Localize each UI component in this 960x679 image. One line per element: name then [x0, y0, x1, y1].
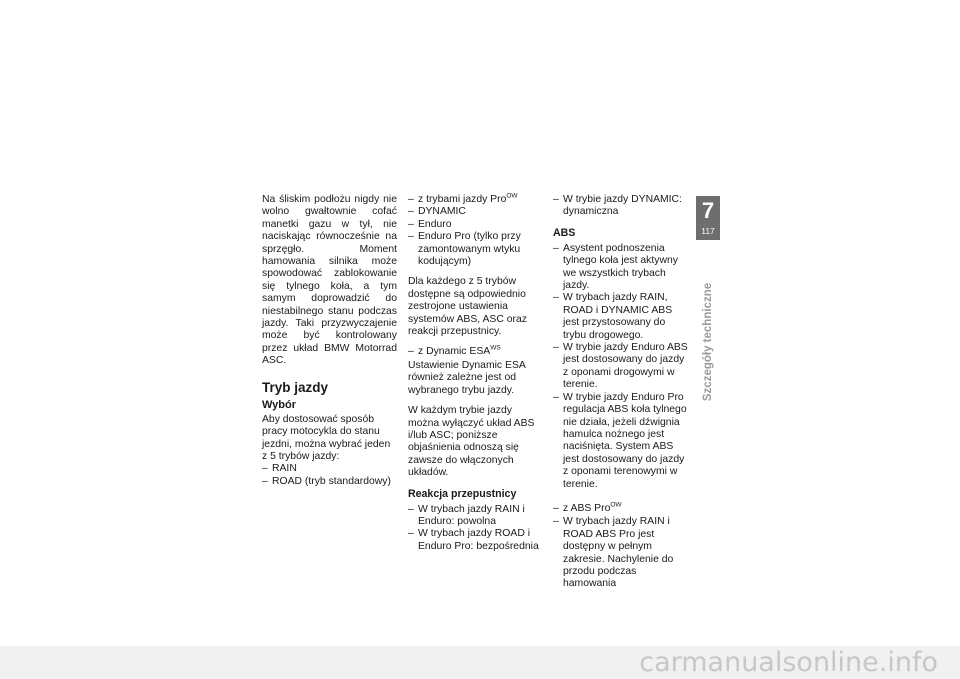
list-item: – W trybach jazdy ROAD i Enduro Pro: bezpośrednia	[408, 528, 544, 553]
option-line: – z ABS Pro$^{OW}$	[553, 501, 622, 514]
throttle-list-continued	[553, 194, 690, 219]
body-paragraph: Ustawienie Dynamic ESA również zależne jest od wybranego trybu jazdy.	[408, 359, 526, 396]
option-code: WS	[490, 345, 501, 352]
intro-paragraph: Na śliskim podłożu nigdy nie wolno gwałtownie cofać manetki gazu w tył, nie naciskając równocześnie na sprzęgło. Moment hamowania silnika może spowodować zablokowanie się tylnego koła, a tym samym doprowadzić do niestabilnego stanu podczas jazdy. Taki przyzwyczajenie może być kontrolowany przez układ BMW Motorrad ASC.	[262, 194, 397, 367]
list-item: – ROAD (tryb standardowy)	[262, 476, 397, 488]
abs-list	[553, 243, 690, 491]
list-item: – W trybie jazdy Enduro Pro regulacja ABS koła tylnego nie działa, jeżeli dźwignia hamulca nożnego jest naciśnięta. System ABS jest dostosowany do jazdy z oponami terenowymi w terenie.	[553, 392, 690, 491]
list-item: – Enduro Pro (tylko przy zamontowanym wtyku kodującym)	[408, 231, 544, 268]
option-line: – z Dynamic $ESA^{WS}$	[408, 345, 501, 358]
throttle-list	[408, 504, 544, 554]
subsection-heading: Wybór	[262, 398, 297, 411]
list-item: – W trybie jazdy DYNAMIC: dynamiczna	[553, 194, 690, 219]
mode-list	[262, 463, 397, 488]
body-paragraph: Aby dostosować sposób pracy motocykla do stanu jezdni, można wybrać jeden z 5 trybów jazdy:	[262, 413, 391, 462]
list-item: – Enduro	[408, 219, 544, 231]
option-line: – z trybami jazdy Pro$^{OW}$	[408, 192, 518, 205]
body-paragraph: W każdym trybie jazdy można wyłączyć układ ABS i/lub ASC; poniższe objaśnienia odnoszą się zawsze do włączonych układów.	[408, 405, 535, 479]
option-text: z trybami jazdy Pro	[418, 194, 507, 205]
option-text: z Dynamic ESA	[418, 346, 491, 358]
chapter-number: 7	[701, 198, 715, 223]
text-column-3	[553, 194, 690, 591]
text-column-2	[408, 194, 544, 553]
option-code: OW	[506, 192, 518, 200]
chapter-badge	[696, 196, 720, 240]
section-heading: Tryb jazdy	[262, 379, 329, 395]
option-code: OW	[610, 501, 622, 509]
option-text: z ABS Pro	[563, 502, 611, 514]
list-item: – W trybach jazdy RAIN i ROAD ABS Pro jest dostępny w pełnym zakresie. Nachylenie do przodu podczas hamowania	[553, 516, 690, 590]
list-item: – W trybie jazdy Enduro ABS jest dostosowany do jazdy z oponami drogowymi w terenie.	[553, 342, 690, 392]
subsection-heading: Reakcja przepustnicy	[408, 487, 517, 500]
list-item: – RAIN	[262, 463, 397, 475]
watermark: carmanualsonline.info	[0, 646, 960, 679]
mode-list	[408, 206, 544, 268]
text-column-1	[262, 194, 397, 488]
body-paragraph: Dla każdego z 5 trybów dostępne są odpowiednio zestrojone ustawienia systemów ABS, ASC oraz reakcji przepustnicy.	[408, 276, 527, 338]
list-item: – W trybach jazdy RAIN, ROAD i DYNAMIC ABS jest przystosowany do trybu drogowego.	[553, 292, 690, 342]
list-item: – DYNAMIC	[408, 206, 544, 218]
chapter-title: Szczegóły techniczne	[702, 282, 714, 402]
page-number: 117	[701, 226, 715, 236]
subsection-heading: ABS	[553, 226, 576, 239]
list-item: – Asystent podnoszenia tylnego koła jest aktywny we wszystkich trybach jazdy.	[553, 243, 690, 293]
abs-pro-list	[553, 516, 690, 590]
list-item: – W trybach jazdy RAIN i Enduro: powolna	[408, 504, 544, 529]
